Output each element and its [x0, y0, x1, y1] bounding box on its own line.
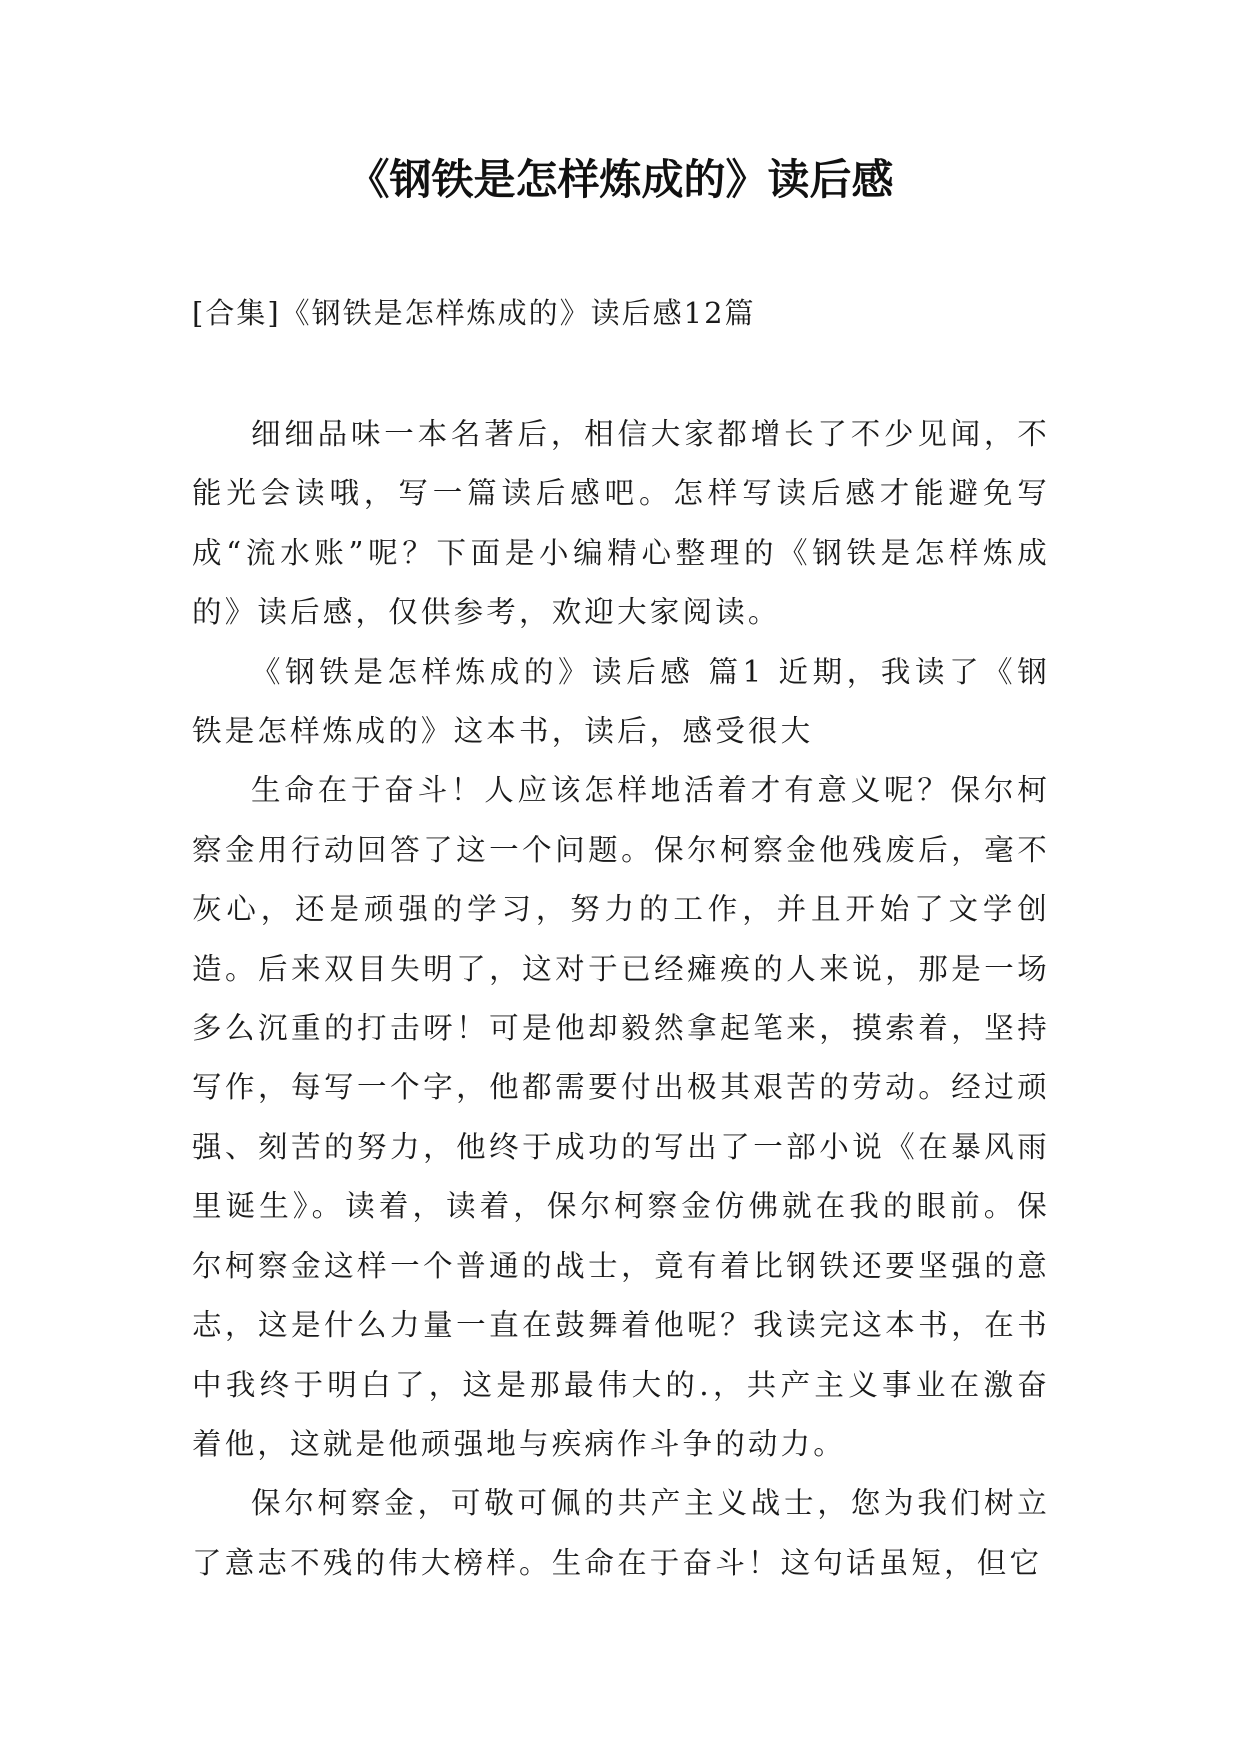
paragraph-chapter-1-heading: 《钢铁是怎样炼成的》读后感 篇1 近期，我读了《钢铁是怎样炼成的》这本书，读后，感受很大: [192, 654, 1050, 749]
paragraph-intro: 细细品味一本名著后，相信大家都增长了不少见闻，不能光会读哦，写一篇读后感吧。怎样写读后感才能避免写成“流水账”呢？下面是小编精心整理的《钢铁是怎样炼成的》读后感，仅供参考，欢迎大家阅读。: [192, 417, 1050, 630]
document-body: [192, 405, 1050, 1593]
paragraph-life-in-struggle: 生命在于奋斗！人应该怎样地活着才有意义呢？保尔柯察金用行动回答了这一个问题。保尔柯察金他残废后，毫不灰心，还是顽强的学习，努力的工作，并且开始了文学创造。后来双目失明了，这对于已经瘫痪的人来说，那是一场多么沉重的打击呀！可是他却毅然拿起笔来，摸索着，坚持写作，每写一个字，他都需要付出极其艰苦的劳动。经过顽强、刻苦的努力，他终于成功的写出了一部小说《在暴风雨里诞生》。读着，读着，保尔柯察金仿佛就在我的眼前。保尔柯察金这样一个普通的战士，竟有着比钢铁还要坚强的意志，这是什么力量一直在鼓舞着他呢？我读完这本书，在书中我终于明白了，这是那最伟大的.，共产主义事业在激奋着他，这就是他顽强地与疾病作斗争的动力。: [192, 773, 1050, 1461]
document-title: 《钢铁是怎样炼成的》读后感: [347, 155, 894, 204]
document-subtitle: [合集]《钢铁是怎样炼成的》读后感12篇: [192, 296, 756, 330]
paragraph-tribute: 保尔柯察金，可敬可佩的共产主义战士，您为我们树立了意志不残的伟大榜样。生命在于奋斗！这句话虽短，但它: [192, 1486, 1050, 1580]
